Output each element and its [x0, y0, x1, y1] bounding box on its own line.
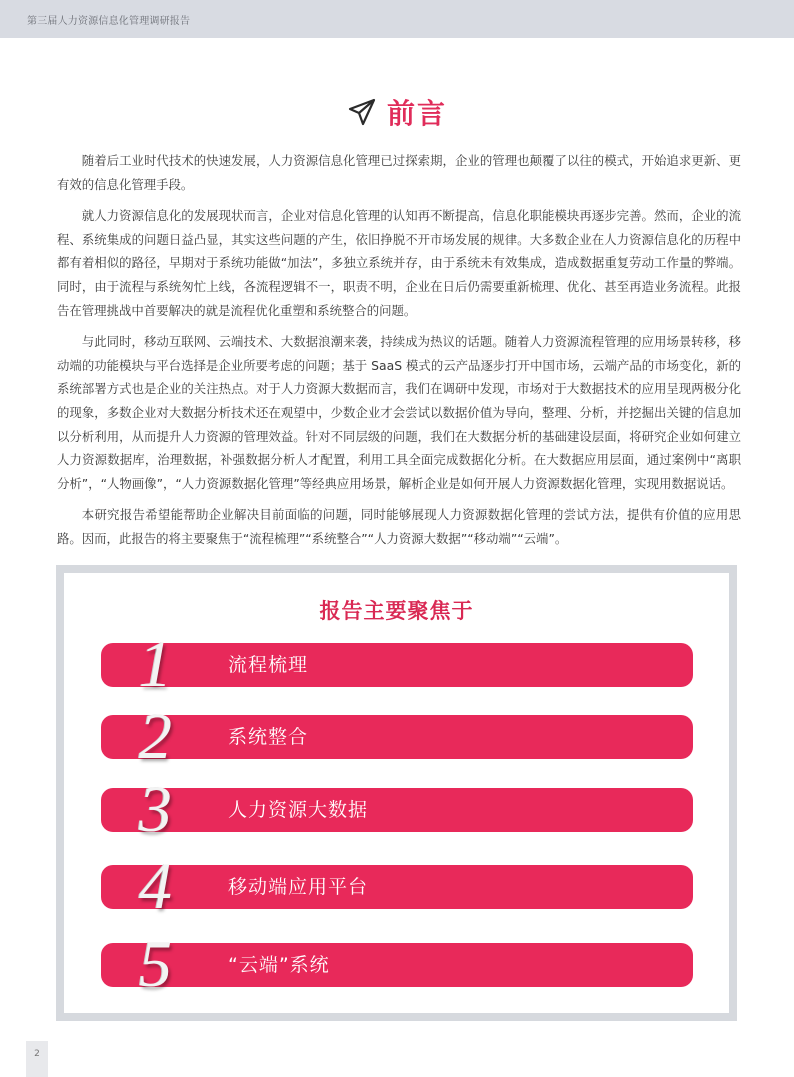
- focus-bar: [101, 943, 693, 987]
- paragraph: 与此同时，移动互联网、云端技术、大数据浪潮来袭，持续成为热议的话题。随着人力资源流程管理的应用场景转移，移动端的功能模块与平台选择是企业所要考虑的问题；基于 SaaS 模式的云产品逐步打开中国市场，云端产品的市场变化，新的系统部署方式也是企业的关注热点。对于人力资源大数据而言，我们在调研中发现，市场对于大数据技术的应用呈现两极分化的现象，多数企业对大数据分析技术还在观望中，少数企业才会尝试以数据价值为导向，整理、分析，并挖掘出关键的信息加以分析利用，从而提升人力资源的管理效益。针对不同层级的问题，我们在大数据分析的基础建设层面，将研究企业如何建立人力资源数据库，治理数据，补强数据分析人才配置，利用工具全面完成数据化分析。在大数据应用层面，通过案例中“离职分析”，“人物画像”，“人力资源数据化管理”等经典应用场景，解析企业是如何开展人力资源数据化管理，实现用数据说话。: [57, 334, 741, 491]
- focus-item-1: [101, 628, 693, 701]
- focus-label: “云端”系统: [228, 954, 330, 976]
- paragraph: 就人力资源信息化的发展现状而言，企业对信息化管理的认知再不断提高，信息化职能模块再逐步完善。然而，企业的流程、系统集成的问题日益凸显，其实这些问题的产生，依旧挣脱不开市场发展的规律。大多数企业在人力资源信息化的历程中都有着相似的路径，早期对于系统功能做“加法”，多独立系统并存，由于系统未有效集成，造成数据重复劳动工作量的弊端。同时，由于流程与系统匆忙上线，各流程逻辑不一，职责不明，企业在日后仍需要重新梳理、优化、甚至再造业务流程。此报告在管理挑战中首要解决的就是流程优化重塑和系统整合的问题。: [57, 208, 741, 318]
- focus-number: 1: [139, 628, 172, 701]
- page-number: 2: [34, 1049, 40, 1059]
- focus-item-3: [101, 773, 693, 846]
- focus-number: 2: [139, 700, 172, 773]
- paragraph: 本研究报告希望能帮助企业解决目前面临的问题，同时能够展现人力资源数据化管理的尝试方法，提供有价值的应用思路。因而，此报告的将主要聚焦于“流程梳理”“系统整合”“人力资源大数据”“移动端”“云端”。: [57, 507, 741, 546]
- focus-number: 5: [139, 928, 172, 1001]
- section-title: 前言: [386, 97, 447, 130]
- paragraph: 随着后工业时代技术的快速发展，人力资源信息化管理已过探索期，企业的管理也颠覆了以往的模式，开始追求更新、更有效的信息化管理手段。: [57, 153, 741, 192]
- focus-item-4: [101, 850, 693, 923]
- document-title: 第三届人力资源信息化管理调研报告: [27, 16, 191, 27]
- focus-label: 移动端应用平台: [228, 876, 369, 898]
- focus-number: 3: [139, 773, 172, 846]
- focus-item-2: [101, 700, 693, 773]
- focus-bar: [101, 788, 693, 832]
- preface-body: [57, 149, 741, 559]
- focus-bar: [101, 865, 693, 909]
- page-number-tab: [26, 1041, 48, 1077]
- focus-title: 报告主要聚焦于: [319, 598, 474, 623]
- focus-bar: [101, 643, 693, 687]
- header-band: [0, 0, 794, 38]
- focus-number: 4: [139, 850, 172, 923]
- focus-bar: [101, 715, 693, 759]
- focus-box: [56, 565, 737, 1021]
- section-heading: [0, 92, 794, 132]
- focus-label: 流程梳理: [228, 654, 309, 676]
- focus-item-5: [101, 928, 693, 1001]
- paper-plane-icon: [347, 97, 377, 127]
- focus-label: 人力资源大数据: [228, 799, 369, 821]
- focus-label: 系统整合: [228, 726, 309, 748]
